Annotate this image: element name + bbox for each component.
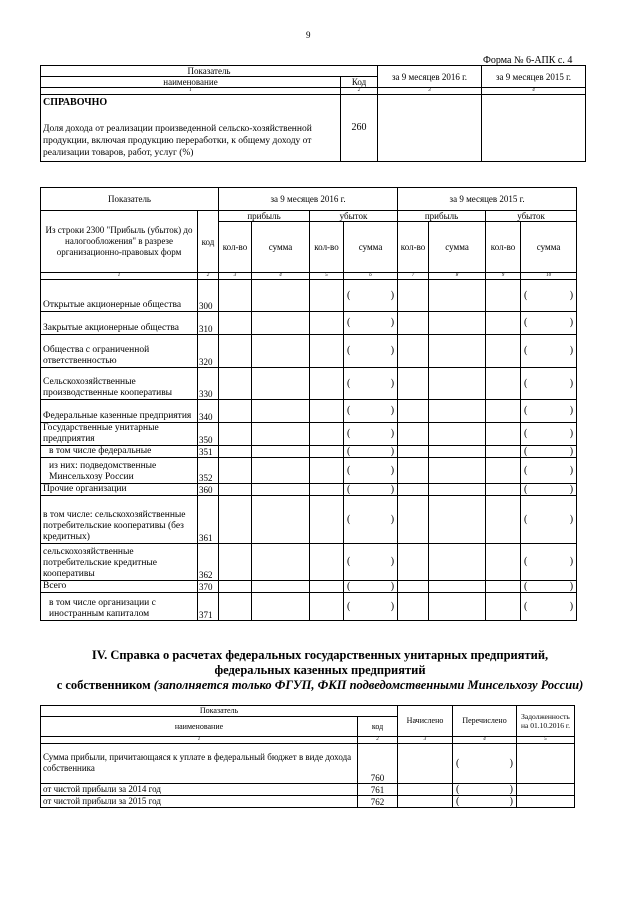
row-code: 761: [358, 784, 398, 796]
col-number: 2: [341, 88, 378, 95]
row-label: сельскохозяйственные потребительские кредитные кооперативы: [41, 544, 198, 581]
header-sum: сумма: [429, 222, 486, 273]
col-number: 1: [41, 273, 198, 280]
col-number: 6: [344, 273, 398, 280]
open-paren: (: [347, 600, 351, 612]
loss-sum-cell[interactable]: [344, 368, 398, 400]
table-row: [41, 784, 575, 796]
close-paren: ): [390, 405, 395, 416]
col-number: 1: [41, 737, 358, 744]
open-paren: (: [524, 556, 528, 567]
open-paren: (: [524, 405, 528, 416]
section4-title-line3: [40, 678, 600, 693]
col-number: 4: [482, 88, 586, 95]
close-paren: ): [390, 464, 395, 476]
value-cell[interactable]: [310, 496, 344, 544]
table-row: [41, 446, 577, 458]
header-name: наименование: [41, 717, 358, 737]
header-sum: сумма: [521, 222, 577, 273]
close-paren: ): [509, 757, 514, 769]
value-cell[interactable]: [310, 423, 344, 446]
row-code: 352: [198, 458, 219, 484]
open-paren: (: [347, 428, 351, 439]
row-code: 330: [198, 368, 219, 400]
row-code: 350: [198, 423, 219, 446]
value-cell[interactable]: [310, 544, 344, 581]
open-paren: (: [524, 317, 528, 328]
close-paren: ): [569, 556, 574, 567]
value-cell[interactable]: [486, 496, 521, 544]
value-2015[interactable]: [482, 95, 586, 162]
value-cell[interactable]: [219, 484, 252, 496]
value-cell[interactable]: [398, 458, 429, 484]
open-paren: (: [524, 513, 528, 525]
value-cell[interactable]: [219, 458, 252, 484]
value-cell[interactable]: [252, 593, 310, 621]
header-count: кол-во: [219, 222, 252, 273]
header-indicator: Показатель: [41, 188, 219, 211]
row-label: в том числе: сельскохозяйственные потребительские кооперативы (без кредитных): [41, 496, 198, 544]
row-code: 362: [198, 544, 219, 581]
row-label: Всего: [41, 581, 198, 593]
value-cell[interactable]: [429, 484, 486, 496]
loss-sum-cell[interactable]: [344, 280, 398, 312]
value-cell[interactable]: [486, 335, 521, 368]
loss-sum-cell[interactable]: [521, 368, 577, 400]
section4-title-line1: IV. Справка о расчетах федеральных государственных унитарных предприятий,: [91, 648, 549, 662]
header-2016: за 9 месяцев 2016 г.: [378, 66, 482, 88]
value-cell[interactable]: [310, 335, 344, 368]
reference-table: [40, 65, 586, 162]
row-label: Закрытые акционерные общества: [41, 312, 198, 335]
table-row: [41, 400, 577, 423]
open-paren: (: [524, 345, 528, 356]
open-paren: (: [347, 345, 351, 356]
header-indicator: Показатель: [41, 66, 378, 77]
close-paren: ): [390, 600, 395, 612]
row-code: 300: [198, 280, 219, 312]
open-paren: (: [456, 783, 460, 795]
col-number: 7: [398, 273, 429, 280]
open-paren: (: [347, 377, 351, 389]
value-cell[interactable]: [429, 581, 486, 593]
col-number: 1: [41, 88, 341, 95]
value-cell[interactable]: [252, 484, 310, 496]
header-2015: за 9 месяцев 2015 г.: [482, 66, 586, 88]
section4-title-italic: (заполняется только ФГУП, ФКП подведомственными Минсельхозу России): [153, 678, 584, 692]
loss-sum-cell[interactable]: [521, 280, 577, 312]
table-row: [41, 368, 577, 400]
header-2016: за 9 месяцев 2016 г.: [219, 188, 398, 211]
header-count: кол-во: [486, 222, 521, 273]
value-cell[interactable]: [429, 335, 486, 368]
col-number: 8: [429, 273, 486, 280]
value-cell[interactable]: [310, 593, 344, 621]
row-code: 760: [358, 744, 398, 784]
row-label: Государственные унитарные предприятия: [41, 423, 198, 446]
value-cell[interactable]: [398, 496, 429, 544]
value-cell[interactable]: [219, 335, 252, 368]
row-code: 351: [198, 446, 219, 458]
row-code: 371: [198, 593, 219, 621]
value-cell[interactable]: [252, 496, 310, 544]
value-cell[interactable]: [486, 544, 521, 581]
col-number: 4: [252, 273, 310, 280]
value-cell[interactable]: [219, 446, 252, 458]
loss-sum-cell[interactable]: [521, 581, 577, 593]
table-row: [41, 544, 577, 581]
loss-sum-cell[interactable]: [521, 335, 577, 368]
close-paren: ): [390, 445, 395, 457]
loss-sum-cell[interactable]: [521, 496, 577, 544]
profit-loss-table: [40, 187, 577, 621]
section4-title-bold: с собственником: [56, 678, 151, 692]
header-debt: Задолженность на 01.10.2016 г.: [517, 706, 575, 737]
transferred-cell[interactable]: [453, 784, 517, 796]
value-cell[interactable]: [398, 400, 429, 423]
loss-sum-cell[interactable]: [344, 335, 398, 368]
value-cell[interactable]: [219, 423, 252, 446]
value-cell[interactable]: [219, 312, 252, 335]
value-cell[interactable]: [310, 458, 344, 484]
table-row: [41, 484, 577, 496]
loss-sum-cell[interactable]: [521, 458, 577, 484]
value-cell[interactable]: [310, 312, 344, 335]
loss-sum-cell[interactable]: [521, 423, 577, 446]
value-cell[interactable]: [252, 544, 310, 581]
row-header-text: Из строки 2300 "Прибыль (убыток) до налогообложения" в разрезе организационно-правовых форм: [41, 211, 198, 273]
close-paren: ): [390, 556, 395, 567]
value-cell[interactable]: [219, 280, 252, 312]
section-title: СПРАВОЧНО: [43, 97, 108, 108]
value-cell[interactable]: [429, 423, 486, 446]
row-label: Прочие организации: [41, 484, 198, 496]
loss-sum-cell[interactable]: [521, 593, 577, 621]
row-code: 260: [341, 95, 378, 162]
col-number: 3: [398, 737, 453, 744]
row-code: 361: [198, 496, 219, 544]
value-cell[interactable]: [429, 446, 486, 458]
close-paren: ): [569, 445, 574, 457]
value-cell[interactable]: [398, 335, 429, 368]
row-label: от чистой прибыли за 2015 год: [41, 796, 358, 808]
loss-sum-cell[interactable]: [521, 400, 577, 423]
close-paren: ): [569, 289, 574, 301]
loss-sum-cell[interactable]: [344, 484, 398, 496]
section4-title-line2: федеральных казенных предприятий: [214, 663, 426, 677]
table-row: [41, 581, 577, 593]
close-paren: ): [390, 377, 395, 389]
open-paren: (: [524, 428, 528, 439]
row-code: 370: [198, 581, 219, 593]
loss-sum-cell[interactable]: [521, 312, 577, 335]
open-paren: (: [524, 580, 528, 592]
header-code: код: [358, 717, 398, 737]
open-paren: (: [347, 464, 351, 476]
value-cell[interactable]: [252, 368, 310, 400]
value-cell[interactable]: [219, 544, 252, 581]
value-cell[interactable]: [252, 581, 310, 593]
row-label: Сумма прибыли, причитающаяся к уплате в федеральный бюджет в виде дохода собственника: [41, 744, 358, 784]
col-number: 2: [198, 273, 219, 280]
transferred-cell[interactable]: [453, 796, 517, 808]
value-cell[interactable]: [486, 593, 521, 621]
page-number: 9: [306, 30, 311, 40]
value-cell[interactable]: [310, 581, 344, 593]
value-cell[interactable]: [398, 423, 429, 446]
open-paren: (: [347, 405, 351, 416]
value-cell[interactable]: [252, 335, 310, 368]
row-code: 360: [198, 484, 219, 496]
value-cell[interactable]: [398, 544, 429, 581]
open-paren: (: [456, 795, 460, 807]
table-row: [41, 423, 577, 446]
value-cell[interactable]: [398, 581, 429, 593]
col-number: 3: [378, 88, 482, 95]
row-label: Федеральные казенные предприятия: [41, 400, 198, 423]
value-cell[interactable]: [486, 312, 521, 335]
value-cell[interactable]: [486, 484, 521, 496]
close-paren: ): [569, 513, 574, 525]
row-label: Открытые акционерные общества: [41, 280, 198, 312]
value-cell[interactable]: [398, 368, 429, 400]
value-cell[interactable]: [429, 593, 486, 621]
header-sum: сумма: [252, 222, 310, 273]
value-cell[interactable]: [219, 496, 252, 544]
table-row: [41, 280, 577, 312]
close-paren: ): [569, 464, 574, 476]
header-indicator: Показатель: [41, 706, 398, 717]
value-cell[interactable]: [486, 581, 521, 593]
header-code: код: [198, 211, 219, 273]
value-cell[interactable]: [398, 446, 429, 458]
owner-settlement-table: [40, 705, 575, 808]
close-paren: ): [509, 795, 514, 807]
loss-sum-cell[interactable]: [344, 581, 398, 593]
value-cell[interactable]: [398, 593, 429, 621]
col-number: 9: [486, 273, 521, 280]
header-2015: за 9 месяцев 2015 г.: [398, 188, 577, 211]
loss-sum-cell[interactable]: [344, 458, 398, 484]
value-2016[interactable]: [378, 95, 482, 162]
open-paren: (: [524, 464, 528, 476]
value-cell[interactable]: [310, 446, 344, 458]
transferred-cell[interactable]: [453, 744, 517, 784]
col-number: 2: [358, 737, 398, 744]
value-cell[interactable]: [429, 458, 486, 484]
close-paren: ): [390, 317, 395, 328]
value-cell[interactable]: [486, 280, 521, 312]
value-cell[interactable]: [219, 368, 252, 400]
header-transferred: Перечислено: [453, 706, 517, 737]
value-cell[interactable]: [429, 368, 486, 400]
header-sum: сумма: [344, 222, 398, 273]
value-cell[interactable]: [252, 446, 310, 458]
row-label: в том числе федеральные: [41, 446, 198, 458]
close-paren: ): [390, 428, 395, 439]
close-paren: ): [390, 513, 395, 525]
close-paren: ): [569, 600, 574, 612]
value-cell[interactable]: [219, 400, 252, 423]
value-cell[interactable]: [517, 796, 575, 808]
header-loss: убыток: [310, 211, 398, 222]
value-cell[interactable]: [429, 544, 486, 581]
close-paren: ): [390, 483, 395, 495]
value-cell[interactable]: [486, 458, 521, 484]
row-description: Доля дохода от реализации произведенной сельско-хозяйственной продукции, включая продукцию переработки, к общему доходу от реализации товаров, работ, услуг (%): [43, 124, 312, 158]
close-paren: ): [569, 483, 574, 495]
value-cell[interactable]: [310, 484, 344, 496]
value-cell[interactable]: [398, 280, 429, 312]
close-paren: ): [569, 317, 574, 328]
header-name: наименование: [41, 77, 341, 88]
open-paren: (: [524, 445, 528, 457]
loss-sum-cell[interactable]: [344, 312, 398, 335]
value-cell[interactable]: [398, 796, 453, 808]
value-cell[interactable]: [517, 784, 575, 796]
value-cell[interactable]: [310, 400, 344, 423]
row-label: в том числе организации с иностранным капиталом: [41, 593, 198, 621]
table-row: [41, 593, 577, 621]
value-cell[interactable]: [486, 423, 521, 446]
close-paren: ): [390, 580, 395, 592]
loss-sum-cell[interactable]: [344, 446, 398, 458]
row-code: 310: [198, 312, 219, 335]
loss-sum-cell[interactable]: [521, 484, 577, 496]
value-cell[interactable]: [398, 312, 429, 335]
reference-row-text: [41, 95, 341, 162]
header-code: Код: [341, 77, 378, 88]
value-cell[interactable]: [219, 581, 252, 593]
row-label: от чистой прибыли за 2014 год: [41, 784, 358, 796]
open-paren: (: [524, 377, 528, 389]
value-cell[interactable]: [252, 280, 310, 312]
row-code: 340: [198, 400, 219, 423]
loss-sum-cell[interactable]: [344, 496, 398, 544]
open-paren: (: [524, 289, 528, 301]
col-number: 5: [517, 737, 575, 744]
loss-sum-cell[interactable]: [344, 544, 398, 581]
close-paren: ): [569, 428, 574, 439]
value-cell[interactable]: [398, 744, 453, 784]
row-label: из них: подведомственные Минсельхозу России: [41, 458, 198, 484]
value-cell[interactable]: [219, 593, 252, 621]
value-cell[interactable]: [252, 312, 310, 335]
open-paren: (: [347, 556, 351, 567]
value-cell[interactable]: [252, 400, 310, 423]
table-row: [41, 496, 577, 544]
value-cell[interactable]: [398, 784, 453, 796]
table-row: [41, 458, 577, 484]
header-profit: прибыль: [219, 211, 310, 222]
loss-sum-cell[interactable]: [521, 544, 577, 581]
value-cell[interactable]: [398, 484, 429, 496]
open-paren: (: [347, 483, 351, 495]
loss-sum-cell[interactable]: [344, 400, 398, 423]
header-count: кол-во: [398, 222, 429, 273]
section4-title: [40, 648, 600, 693]
close-paren: ): [569, 377, 574, 389]
header-profit: прибыль: [398, 211, 486, 222]
header-loss: убыток: [486, 211, 577, 222]
value-cell[interactable]: [310, 368, 344, 400]
row-code: 320: [198, 335, 219, 368]
row-label: Сельскохозяйственные производственные кооперативы: [41, 368, 198, 400]
table-row: [41, 335, 577, 368]
col-number: 3: [219, 273, 252, 280]
open-paren: (: [524, 600, 528, 612]
value-cell[interactable]: [517, 744, 575, 784]
loss-sum-cell[interactable]: [344, 423, 398, 446]
open-paren: (: [347, 513, 351, 525]
col-number: 5: [310, 273, 344, 280]
value-cell[interactable]: [429, 280, 486, 312]
table-row: [41, 312, 577, 335]
close-paren: ): [390, 345, 395, 356]
close-paren: ): [569, 345, 574, 356]
value-cell[interactable]: [429, 496, 486, 544]
row-code: 762: [358, 796, 398, 808]
table-row: [41, 744, 575, 784]
open-paren: (: [524, 483, 528, 495]
header-count: кол-во: [310, 222, 344, 273]
row-label: Общества с ограниченной ответственностью: [41, 335, 198, 368]
loss-sum-cell[interactable]: [521, 446, 577, 458]
open-paren: (: [456, 757, 460, 769]
value-cell[interactable]: [486, 368, 521, 400]
table-row: [41, 796, 575, 808]
value-cell[interactable]: [310, 280, 344, 312]
header-accrued: Начислено: [398, 706, 453, 737]
open-paren: (: [347, 580, 351, 592]
open-paren: (: [347, 445, 351, 457]
value-cell[interactable]: [486, 446, 521, 458]
col-number: 10: [521, 273, 577, 280]
col-number: 4: [453, 737, 517, 744]
close-paren: ): [569, 580, 574, 592]
value-cell[interactable]: [429, 312, 486, 335]
form-label: Форма № 6-АПК с. 4: [483, 55, 573, 66]
close-paren: ): [569, 405, 574, 416]
value-cell[interactable]: [486, 400, 521, 423]
close-paren: ): [390, 289, 395, 301]
value-cell[interactable]: [429, 400, 486, 423]
open-paren: (: [347, 317, 351, 328]
close-paren: ): [509, 783, 514, 795]
value-cell[interactable]: [252, 458, 310, 484]
value-cell[interactable]: [252, 423, 310, 446]
open-paren: (: [347, 289, 351, 301]
loss-sum-cell[interactable]: [344, 593, 398, 621]
